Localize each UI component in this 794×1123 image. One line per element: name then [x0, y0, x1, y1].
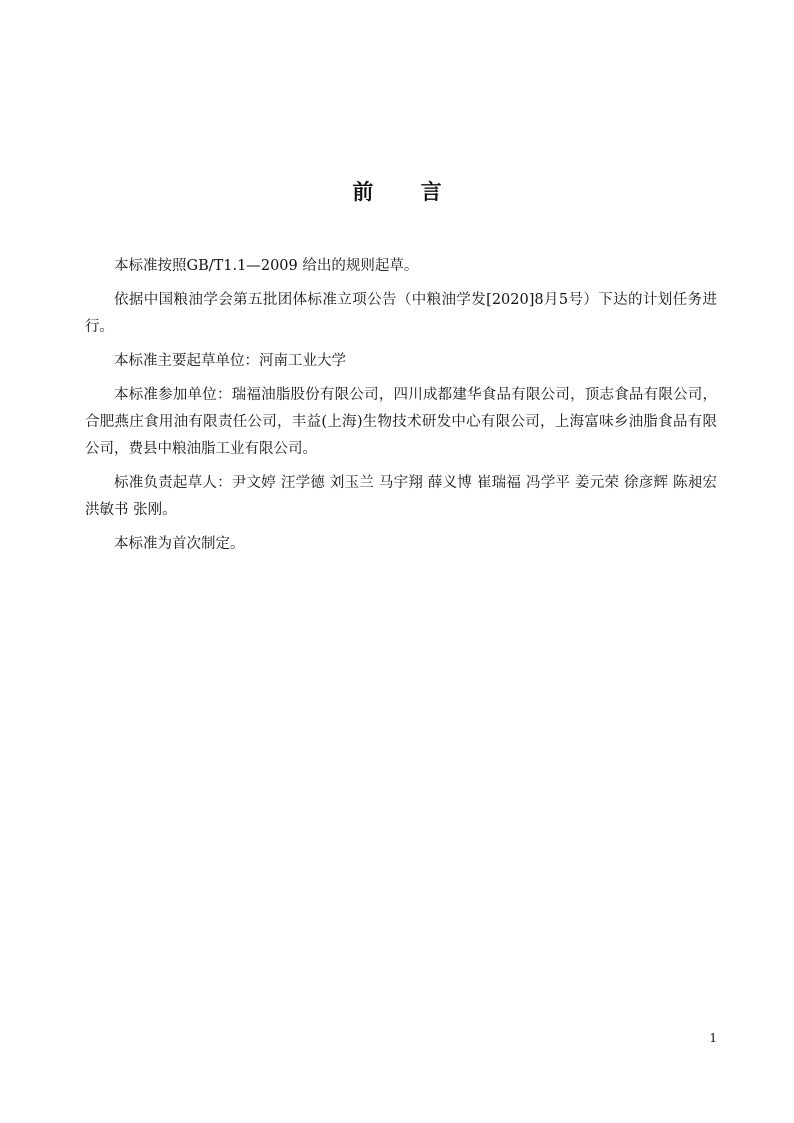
paragraph-participating-units: 本标准参加单位：瑞福油脂股份有限公司，四川成都建华食品有限公司，顶志食品有限公司，合肥燕庄食用油有限责任公司，丰益(上海)生物技术研发中心有限公司，上海富味乡油脂食品有限公司，费县中粮油脂工业有限公司。: [85, 387, 717, 457]
foreword-body: [85, 253, 717, 565]
paragraph-responsible-drafters: 标准负责起草人：尹文婷 汪学德 刘玉兰 马宇翔 薛义博 崔瑞福 冯学平 姜元荣 徐彦辉 陈昶宏 洪敏书 张刚。: [85, 475, 717, 518]
paragraph-project-basis: 依据中国粮油学会第五批团体标准立项公告（中粮油学发[2020]8月5号）下达的计划任务进行。: [85, 292, 717, 335]
page-number: 1: [709, 1031, 717, 1045]
paragraph-first-edition: 本标准为首次制定。: [114, 536, 245, 552]
paragraph-main-drafter: 本标准主要起草单位：河南工业大学: [114, 353, 346, 369]
paragraph-drafting-rules: 本标准按照GB/T1.1—2009 给出的规则起草。: [114, 258, 419, 274]
page-title: 前 言: [352, 179, 462, 204]
